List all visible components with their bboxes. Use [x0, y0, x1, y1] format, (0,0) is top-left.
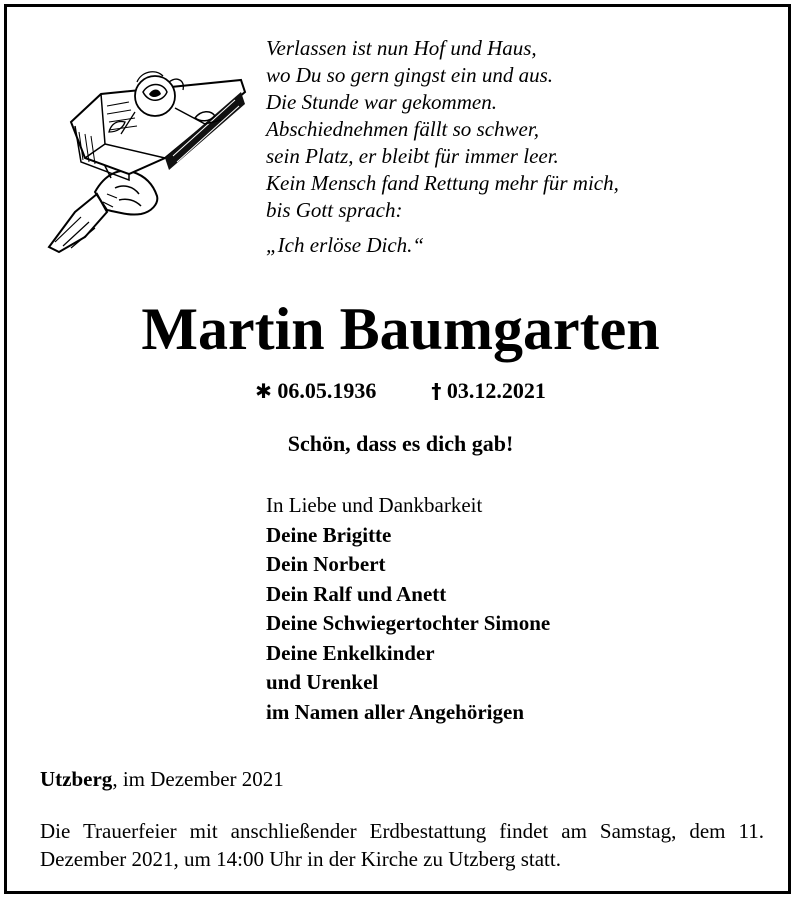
birth-star-icon: ✱: [255, 379, 272, 403]
family-member: Deine Brigitte: [266, 522, 392, 547]
place-town: Utzberg: [40, 767, 113, 791]
family-member: Dein Norbert: [266, 552, 386, 576]
family-intro: In Liebe und Dankbarkeit: [266, 493, 483, 517]
obituary-frame: [4, 4, 791, 894]
deceased-name: Martin Baumgarten: [141, 296, 660, 362]
funeral-notice: Die Trauerfeier mit anschließender Erdbestattung findet am Samstag, dem 11. Dezember 2021, um 14:00 Uhr in der Kirche zu Utzberg statt.: [40, 819, 764, 871]
family-member: im Namen aller Angehörigen: [266, 699, 525, 724]
family-signature: [266, 491, 550, 727]
life-dates: [7, 377, 794, 405]
family-member: und Urenkel: [266, 670, 379, 694]
poem-line: Abschiednehmen fällt so schwer,: [266, 117, 539, 141]
poem-line: Die Stunde war gekommen.: [266, 90, 497, 114]
poem-line: Verlassen ist nun Hof und Haus,: [266, 36, 537, 60]
poem-line: wo Du so gern gingst ein und aus.: [266, 63, 554, 87]
poem-quote: „Ich erlöse Dich.“: [266, 233, 425, 257]
poem-line: sein Platz, er bleibt für immer leer.: [266, 144, 559, 168]
motto: Schön, dass es dich gab!: [287, 431, 514, 456]
place-date: , im Dezember 2021: [112, 767, 284, 791]
death-cross-icon: †: [431, 379, 442, 403]
hand-holding-book-with-rose-icon: [45, 62, 247, 254]
death-date: 03.12.2021: [446, 378, 546, 403]
family-member: Deine Enkelkinder: [266, 640, 435, 665]
poem-block: [266, 35, 619, 259]
poem-line: Kein Mensch fand Rettung mehr für mich,: [266, 171, 619, 195]
birth-date: 06.05.1936: [277, 378, 377, 403]
place-and-date: [40, 765, 284, 793]
family-member: Deine Schwiegertochter Simone: [266, 611, 551, 635]
poem-line: bis Gott sprach:: [266, 198, 403, 222]
family-member: Dein Ralf und Anett: [266, 581, 447, 606]
